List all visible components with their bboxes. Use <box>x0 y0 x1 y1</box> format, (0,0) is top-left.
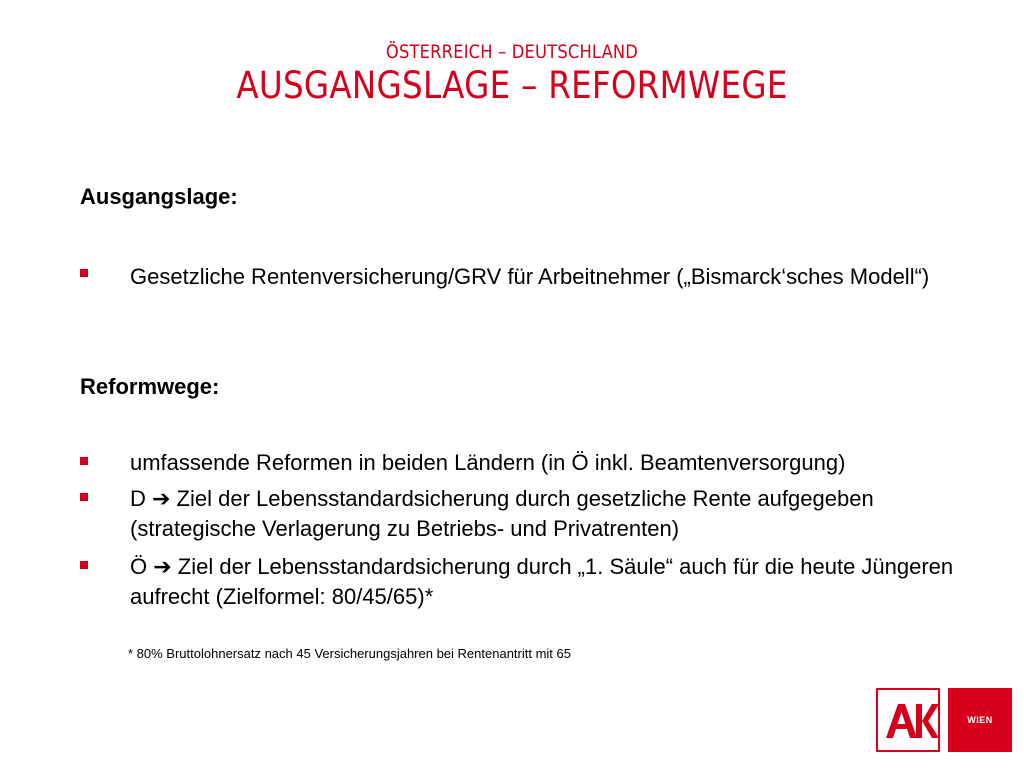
square-bullet-icon <box>80 457 88 465</box>
slide-title: AUSGANGSLAGE – REFORMWEGE <box>236 64 788 107</box>
square-bullet-icon <box>80 561 88 569</box>
footnote: * 80% Bruttolohnersatz nach 45 Versicherungsjahren bei Rentenantritt mit 65 <box>128 646 571 661</box>
bullet-text: D ➔ Ziel der Lebensstandardsicherung durch gesetzliche Rente aufgegeben (strategische Verlagerung zu Betriebs- und Privatrenten) <box>130 486 874 541</box>
ak-mark-graphic <box>878 690 938 750</box>
section-heading-reformwege: Reformwege: <box>80 374 220 399</box>
ak-wien-logo <box>876 688 1012 752</box>
section-heading-ausgangslage: Ausgangslage: <box>80 184 238 209</box>
slide-subtitle: ÖSTERREICH – DEUTSCHLAND <box>385 41 639 63</box>
square-bullet-icon <box>80 269 88 277</box>
logo-city-label: WIEN <box>948 688 1012 752</box>
square-bullet-icon <box>80 493 88 501</box>
ak-logo-icon <box>876 688 940 752</box>
slide-header <box>0 40 1024 108</box>
bullet-text: Ö ➔ Ziel der Lebensstandardsicherung durch „1. Säule“ auch für die heute Jüngeren aufrecht (Zielformel: 80/45/65)* <box>130 554 954 609</box>
bullet-text: umfassende Reformen in beiden Ländern (in Ö inkl. Beamtenversorgung) <box>130 450 846 475</box>
bullet-text: Gesetzliche Rentenversicherung/GRV für Arbeitnehmer („Bismarck‘sches Modell“) <box>130 264 930 289</box>
